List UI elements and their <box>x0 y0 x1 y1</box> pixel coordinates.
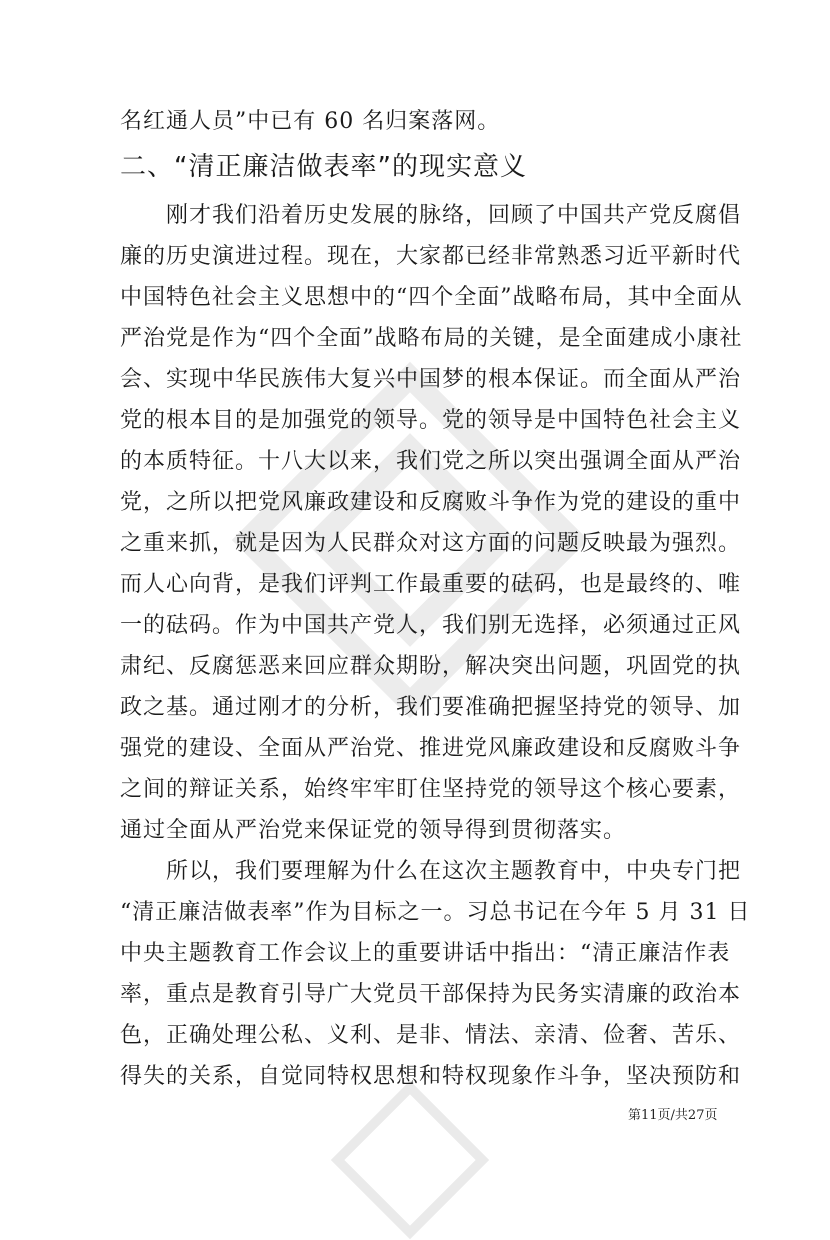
opening-line: 名红通人员”中已有 60 名归案落网。 <box>120 109 501 134</box>
text-line: 强党的建设、全面从严治党、推进党风廉政建设和反腐败斗争 <box>120 736 742 761</box>
page-number: 第11页/共27页 <box>628 1108 718 1123</box>
text-line: 党，之所以把党风廉政建设和反腐败斗争作为党的建设的重中 <box>120 490 742 515</box>
text-line: 政之基。通过刚才的分析，我们要准确把握坚持党的领导、加 <box>120 695 742 720</box>
text-line: 通过全面从严治党来保证党的领导得到贯彻落实。 <box>120 818 627 843</box>
watermark-logo-icon <box>330 1080 490 1240</box>
text-line: 的本质特征。十八大以来，我们党之所以突出强调全面从严治 <box>120 449 742 474</box>
text-line: 肃纪、反腐惩恶来回应群众期盼，解决突出问题，巩固党的执 <box>120 654 742 679</box>
text-line: 党的根本目的是加强党的领导。党的领导是中国特色社会主义 <box>120 408 742 433</box>
text-line: 之重来抓，就是因为人民群众对这方面的问题反映最为强烈。 <box>120 531 742 556</box>
text-line: 率，重点是教育引导广大党员干部保持为民务实清廉的政治本 <box>120 982 742 1007</box>
text-line: 得失的关系，自觉同特权思想和特权现象作斗争，坚决预防和 <box>120 1064 742 1089</box>
text-line: 刚才我们沿着历史发展的脉络，回顾了中国共产党反腐倡 <box>120 203 742 228</box>
text-line: “清正廉洁做表率”作为目标之一。习总书记在今年 5 月 31 日 <box>120 900 751 925</box>
text-line: 而人心向背，是我们评判工作最重要的砝码，也是最终的、唯 <box>120 572 742 597</box>
text-line: 一的砝码。作为中国共产党人，我们别无选择，必须通过正风 <box>120 613 742 638</box>
text-line: 会、实现中华民族伟大复兴中国梦的根本保证。而全面从严治 <box>120 367 742 392</box>
text-line: 中国特色社会主义思想中的“四个全面”战略布局，其中全面从 <box>120 285 743 310</box>
text-line: 严治党是作为“四个全面”战略布局的关键，是全面建成小康社 <box>120 326 743 351</box>
text-line: 色，正确处理公私、义利、是非、情法、亲清、俭奢、苦乐、 <box>120 1023 742 1048</box>
text-line: 之间的辩证关系，始终牢牢盯住坚持党的领导这个核心要素， <box>120 777 742 802</box>
section-heading: 二、“清正廉洁做表率”的现实意义 <box>120 152 527 182</box>
text-line: 廉的历史演进过程。现在，大家都已经非常熟悉习近平新时代 <box>120 244 742 269</box>
text-line: 中央主题教育工作会议上的重要讲话中指出：“清正廉洁作表 <box>120 941 731 966</box>
text-line: 所以，我们要理解为什么在这次主题教育中，中央专门把 <box>120 859 742 884</box>
